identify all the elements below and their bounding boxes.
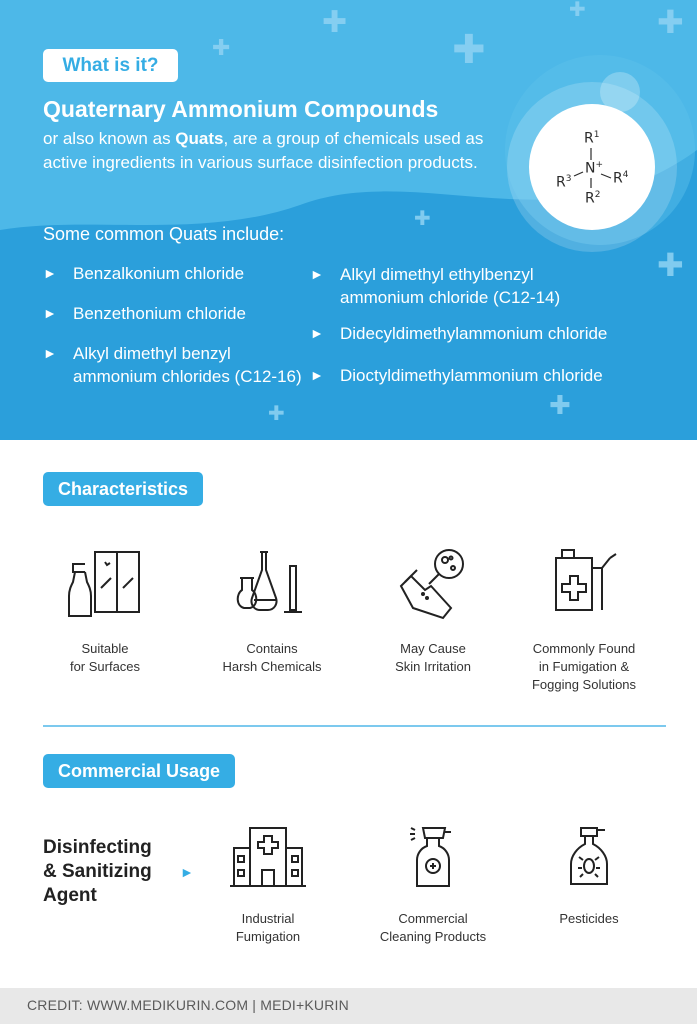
bullet-arrow-icon: ► — [310, 266, 324, 282]
usage-cleaning — [363, 824, 503, 946]
credit-footer — [0, 988, 697, 1024]
hero-section — [0, 0, 697, 440]
credit-text: CREDIT: WWW.MEDIKURIN.COM | MEDI+KURIN — [27, 997, 349, 1013]
feature-chemicals — [202, 548, 342, 676]
list-item: ► Alkyl dimethyl benzyl ammonium chlorides (C12-16) — [43, 344, 302, 386]
plus-decoration-icon: ✚ — [657, 247, 684, 283]
bullet-arrow-icon: ► — [310, 367, 324, 383]
r2-label: $R^2$ — [585, 190, 601, 207]
what-is-it-tag: What is it? — [43, 49, 178, 82]
plus-decoration-icon: ✚ — [414, 208, 431, 230]
feature-label: Contains Harsh Chemicals — [222, 641, 322, 674]
feature-label: May Cause Skin Irritation — [395, 641, 471, 674]
agent-heading: Disinfecting & Sanitizing Agent — [43, 837, 152, 906]
plus-decoration-icon: ✚ — [549, 390, 571, 420]
usage-label: Pesticides — [559, 911, 619, 926]
list-item: ► Benzalkonium chloride — [43, 264, 245, 283]
quats-list-left — [43, 262, 313, 388]
r4-label: $R^4$ — [613, 170, 629, 187]
plus-decoration-icon: ✚ — [569, 0, 586, 21]
quats-list-right — [310, 263, 670, 387]
commercial-usage-tag: Commercial Usage — [43, 754, 235, 788]
fogging-sprayer-icon — [544, 548, 624, 620]
spray-surface-icon — [65, 548, 145, 620]
bullet-arrow-icon: ► — [43, 345, 57, 361]
feature-label: Suitable for Surfaces — [69, 641, 141, 674]
usage-pesticides — [519, 824, 659, 928]
section-divider — [43, 725, 666, 727]
usage-label: Commercial Cleaning Products — [379, 911, 487, 944]
cleaning-spray-bottle-icon — [393, 824, 473, 890]
r3-label: $R^3$ — [556, 174, 572, 191]
plus-decoration-icon: ✚ — [212, 35, 231, 60]
feature-surfaces — [35, 548, 175, 676]
plus-decoration-icon: ✚ — [322, 6, 348, 39]
r1-label: $R^1$ — [584, 130, 600, 147]
usage-label: Industrial Fumigation — [235, 911, 301, 944]
plus-decoration-icon: ✚ — [452, 28, 486, 72]
nitrogen-label: N+ — [585, 160, 604, 177]
quats-list-heading: Some common Quats include: — [43, 224, 285, 244]
plus-decoration-icon: ✚ — [657, 4, 684, 40]
list-item: ► Alkyl dimethyl ethylbenzyl ammonium chloride (C12-14) — [310, 265, 561, 307]
lab-flask-icon — [232, 548, 312, 620]
compound-description: or also known as Quats, are a group of chemicals used as active ingredients in various surface disinfection products. — [43, 129, 484, 172]
list-item: ► Dioctyldimethylammonium chloride — [310, 366, 603, 385]
bullet-arrow-icon: ► — [43, 305, 57, 321]
usage-fumigation — [198, 824, 338, 946]
pesticide-bottle-icon — [549, 824, 629, 890]
characteristics-tag: Characteristics — [43, 472, 203, 506]
skin-irritation-icon — [393, 548, 473, 620]
list-item: ► Benzethonium chloride — [43, 304, 246, 323]
feature-label: Commonly Found in Fumigation & Fogging Solutions — [531, 641, 637, 692]
quats-keyword: Quats — [175, 129, 224, 148]
compound-title: Quaternary Ammonium Compounds — [43, 96, 439, 122]
hospital-building-icon — [228, 824, 308, 890]
ammonium-structure-diagram — [529, 104, 655, 230]
feature-skin — [363, 548, 503, 676]
feature-fogging — [514, 548, 654, 694]
plus-decoration-icon: ✚ — [268, 403, 285, 425]
arrow-right-icon: ► — [180, 864, 194, 880]
bullet-arrow-icon: ► — [310, 325, 324, 341]
bullet-arrow-icon: ► — [43, 265, 57, 281]
list-item: ► Didecyldimethylammonium chloride — [310, 324, 608, 343]
